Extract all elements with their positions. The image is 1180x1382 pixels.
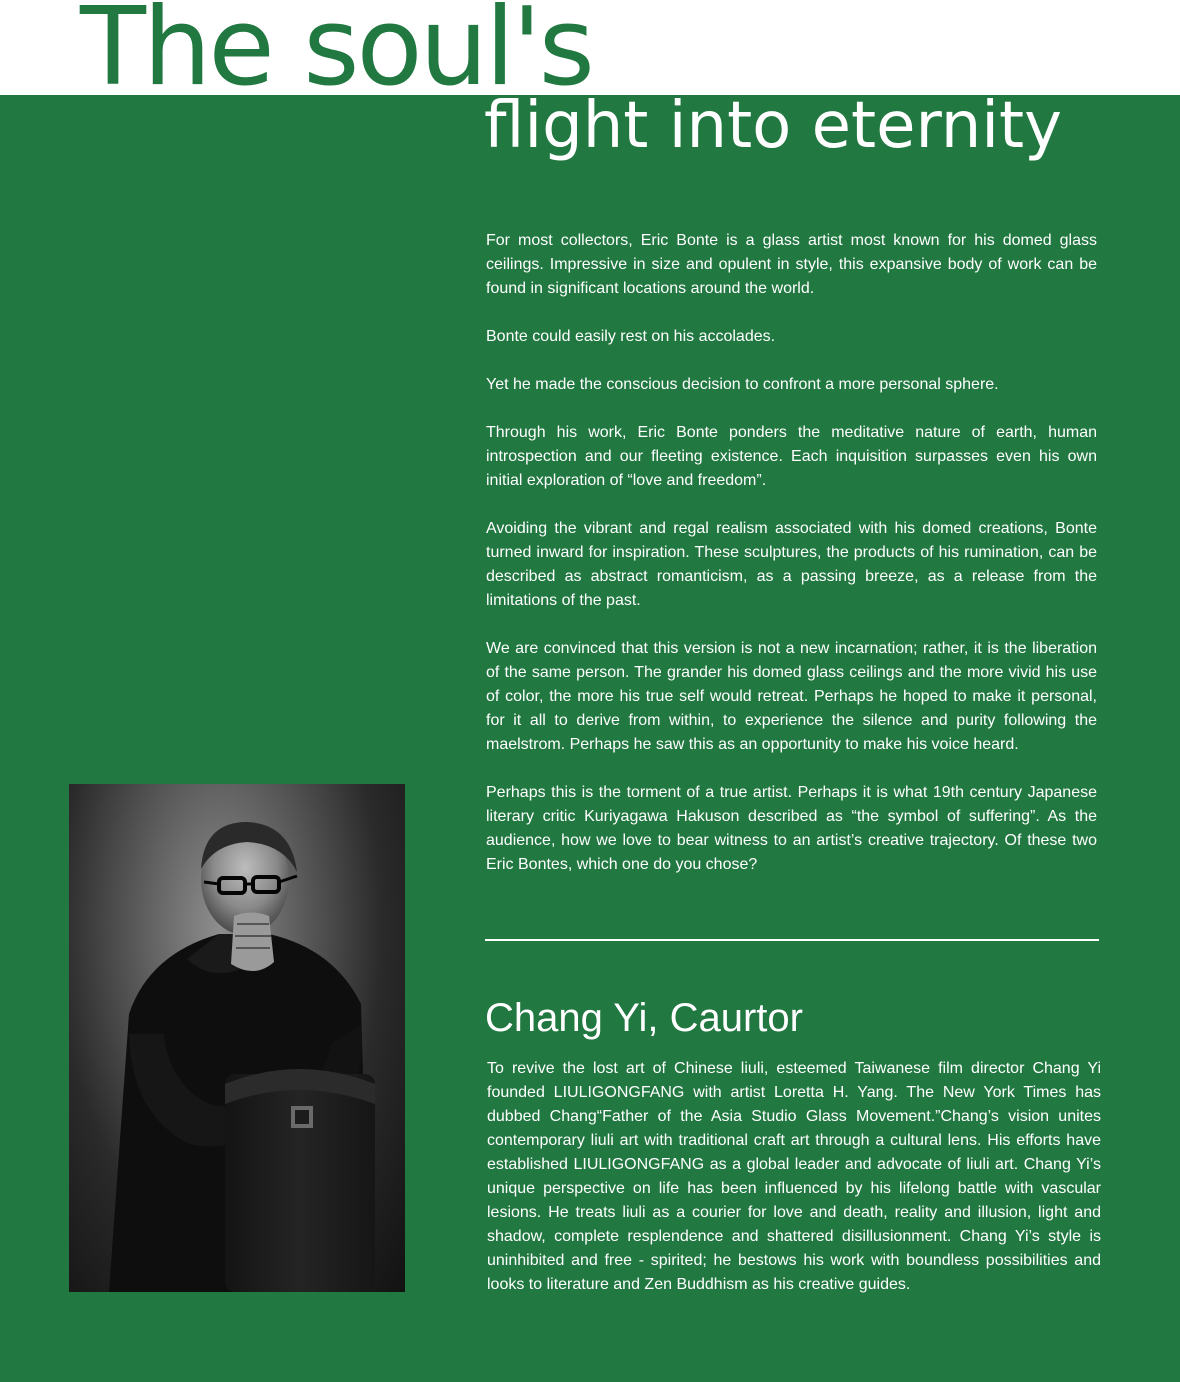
curator-portrait-photo: [69, 784, 405, 1292]
curator-heading: Chang Yi, Caurtor: [485, 996, 803, 1040]
essay-paragraph: Bonte could easily rest on his accolades.: [486, 328, 776, 345]
essay-paragraph: Avoiding the vibrant and regal realism associated with his domed creations, Bonte turned inward for inspiration. These sculptures, the products of his rumination, can be described as abstract romanticism, as a passing breeze, as a release from the limitations of the past.: [486, 520, 1097, 609]
portrait-illustration: [69, 784, 405, 1292]
page-title-line-2: flight into eternity: [484, 89, 1062, 163]
essay-paragraph: Yet he made the conscious decision to confront a more personal sphere.: [486, 376, 999, 393]
essay-paragraph: For most collectors, Eric Bonte is a glass artist most known for his domed glass ceilings. Impressive in size and opulent in style, this expansive body of work can be found in significant locations around the world.: [486, 232, 1097, 297]
essay-body: [486, 229, 1097, 901]
curator-bio: To revive the lost art of Chinese liuli, esteemed Taiwanese film director Chang Yi founded LIULIGONGFANG with artist Loretta H. Yang. The New York Times has dubbed Chang“Father of the Asia Studio Glass Movement.”Chang’s vision unites contemporary liuli art with traditional craft art through a cultural lens. His efforts have established LIULIGONGFANG as a global leader and advocate of liuli art. Chang Yi’s unique perspective on life has been influenced by his lifelong battle with vascular lesions. He treats liuli as a courier for love and death, reality and illusion, light and shadow, complete resplendence and shattered disillusionment. Chang Yi’s style is uninhibited and free - spirited; he bestows his work with boundless possibilities and looks to literature and Zen Buddhism as his creative guides.: [487, 1060, 1101, 1293]
page-title-line-1: The soul's: [80, 0, 592, 110]
section-divider: [485, 939, 1099, 941]
essay-paragraph: Perhaps this is the torment of a true artist. Perhaps it is what 19th century Japanese literary critic Kuriyagawa Hakuson described as “the symbol of suffering”. As the audience, how we love to bear witness to an artist’s creative trajectory. Of these two Eric Bontes, which one do you chose?: [486, 784, 1097, 873]
essay-paragraph: We are convinced that this version is not a new incarnation; rather, it is the liberation of the same person. The grander his domed glass ceilings and the more vivid his use of color, the more his true self would retreat. Perhaps he hoped to make it personal, for it all to derive from within, to experience the silence and purity following the maelstrom. Perhaps he saw this as an opportunity to make his voice heard.: [486, 640, 1097, 753]
essay-paragraph: Through his work, Eric Bonte ponders the meditative nature of earth, human introspection and our fleeting existence. Each inquisition surpasses even his own initial exploration of “love and freedom”.: [486, 424, 1097, 489]
